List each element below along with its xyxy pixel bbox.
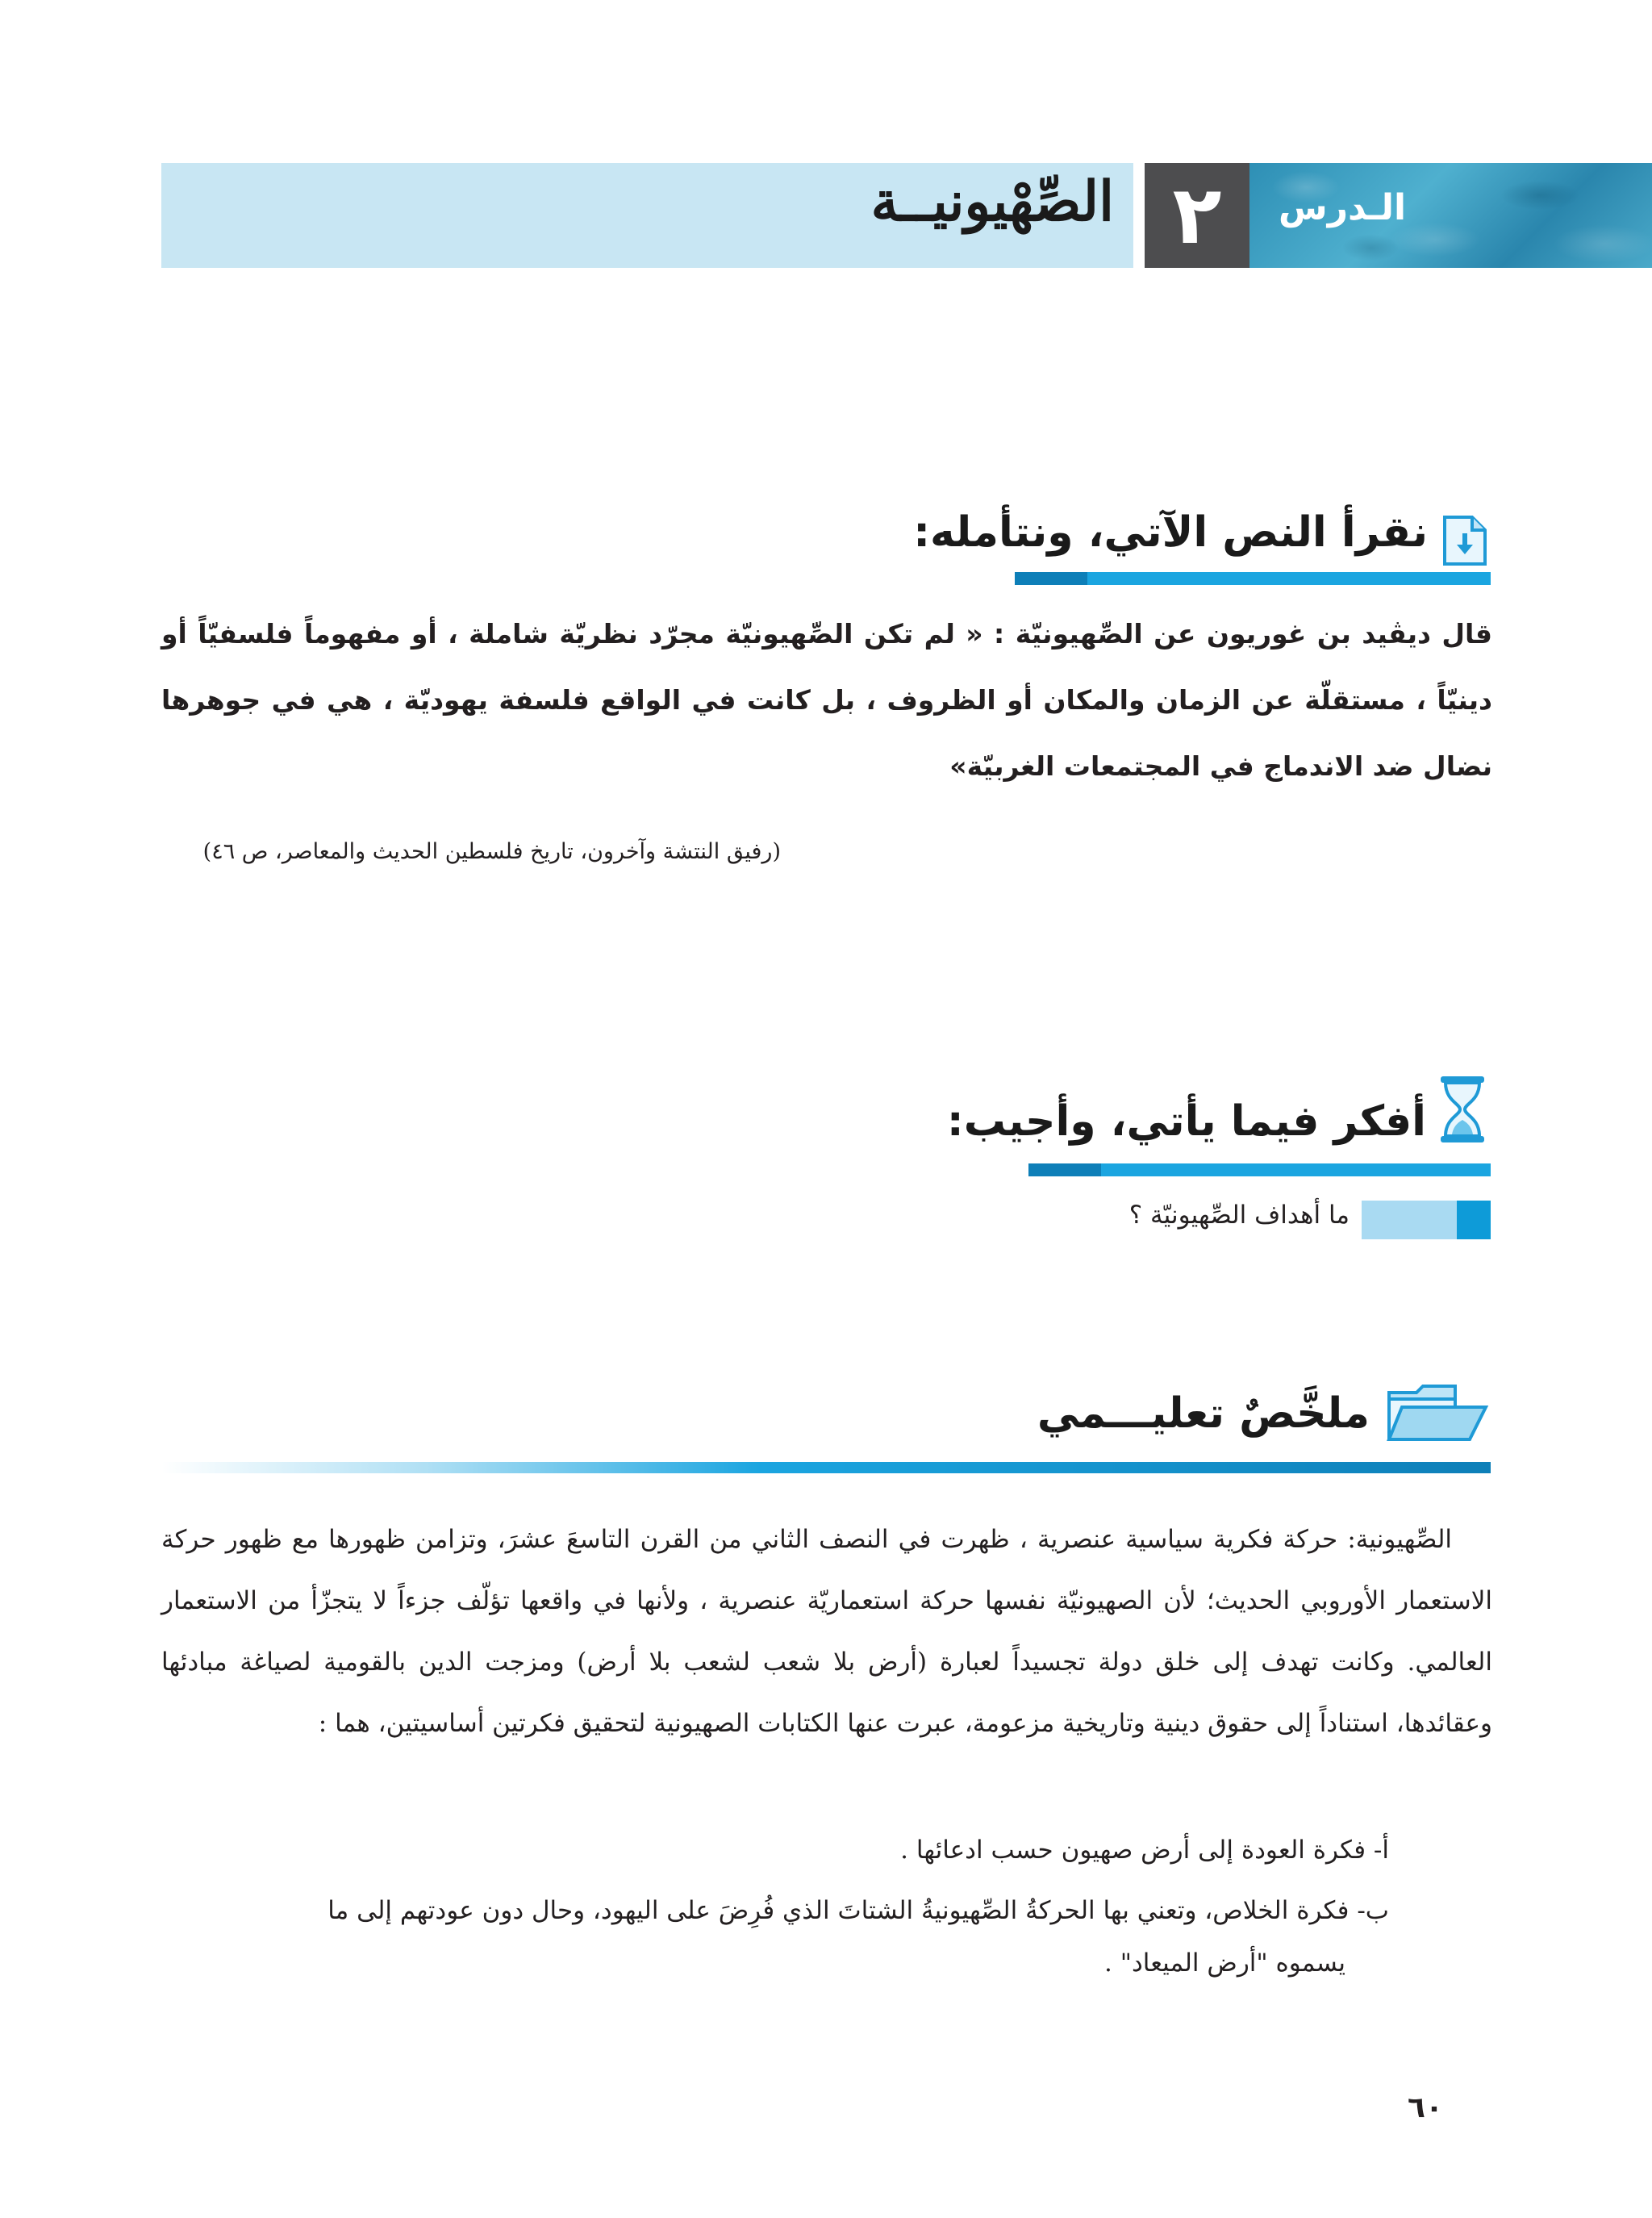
summary-text: الصِّهيونية: حركة فكرية سياسية عنصرية ، ظهرت في النصف الثاني من القرن التاسعَ عشرَ، وتزامن ظهورها مع ظهور حركة الاستعمار الأوروبي الحديث؛ لأن الصهيونيّة نفسها حركة استعماريّة عنصرية ، ولأنها في واقعها تؤلّف جزءاً لا يتجزّأ من الاستعمار العالمي. وكانت تهدف إلى خلق دولة تجسيداً لعبارة (أرض بلا شعب لشعب بلا أرض) ومزجت الدين بالقومية لصياغة مبادئها وعقائدها، استناداً إلى حقوق دينية وتاريخية مزعومة، عبرت عنها الكتابات الصهيونية لتحقيق فكرتين أساسيتين، هما :: [161, 1525, 1493, 1738]
page-number: ٦٠: [1408, 2091, 1443, 2124]
lesson-banner: [161, 163, 1652, 268]
lesson-title-box: [161, 163, 1133, 268]
quote-citation: (رفيق النتشة وآخرون، تاريخ فلسطين الحديث والمعاصر، ص ٤٦): [202, 839, 781, 864]
read-heading: نقرأ النص الآتي، ونتأمله:: [913, 508, 1428, 557]
quote-paragraph: قال ديڤيد بن غوريون عن الصِّهيونيّة : « لم تكن الصِّهيونيّة مجرّد نظريّة شاملة ، أو مفهوماً فلسفيّاً أو دينيّاً ، مستقلّة عن الزمان والمكان أو الظروف ، بل كانت في الواقع فلسفة يهوديّة ، هي في جوهرها نضال ضد الاندماج في المجتمعات الغربيّة»: [161, 618, 1492, 782]
lesson-number-box: [1145, 163, 1249, 268]
summary-paragraph: [161, 1509, 1492, 1754]
lesson-title: الصِّهْيونيــة: [870, 169, 1114, 234]
lesson-label: الـدرس: [1279, 187, 1407, 228]
think-heading: أفكر فيما يأتي، وأجيب:: [946, 1097, 1426, 1146]
summary-heading-bar: [161, 1462, 1491, 1473]
question-text: ما أهداف الصِّهيونيّة ؟: [1128, 1201, 1350, 1230]
think-heading-bar-dark: [1028, 1163, 1101, 1176]
question-marker: [1362, 1201, 1491, 1239]
list-item-b-continued: يسموه "أرض الميعاد" .: [1104, 1949, 1345, 1978]
folder-icon: [1386, 1380, 1491, 1444]
lesson-number: ٢: [1172, 168, 1222, 262]
lesson-label-box: [1249, 163, 1652, 268]
list-item-a: أ- فكرة العودة إلى أرض صهيون حسب ادعائها .: [900, 1836, 1389, 1865]
hourglass-icon: [1436, 1073, 1489, 1146]
list-item-b: ب- فكرة الخلاص، وتعني بها الحركةُ الصِّهيونيةُ الشتاتَ الذي فُرِضَ على اليهود، وحال دون عودتهم إلى ما: [327, 1896, 1389, 1925]
summary-heading: ملخَّصٌ تعليـــمي: [1037, 1389, 1370, 1438]
document-download-icon: [1440, 514, 1490, 567]
read-heading-bar-dark: [1015, 572, 1087, 585]
